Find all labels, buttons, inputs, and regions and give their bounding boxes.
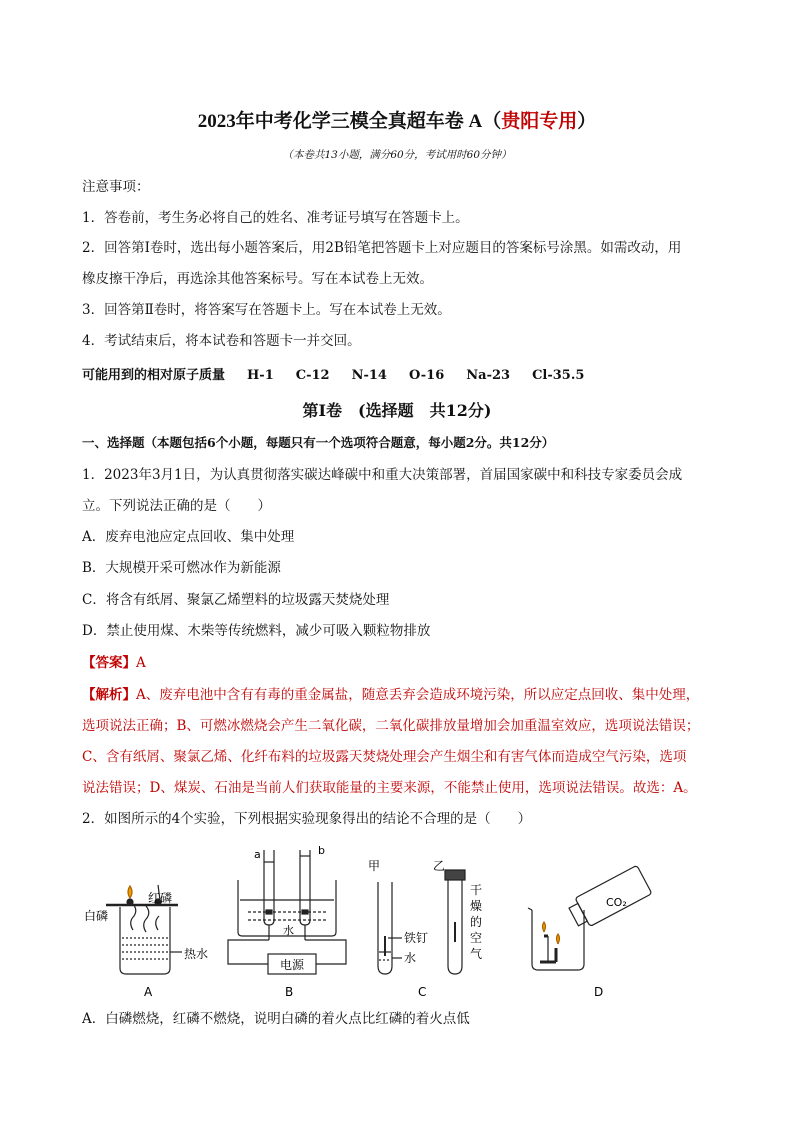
q1-stem: 立。下列说法正确的是（ ） [82,498,271,514]
experiment-c [378,870,465,974]
dry-air-label: 燥 [470,899,483,913]
dry-air-label: 的 [470,915,483,929]
dry-air-label: 空 [470,931,483,945]
water-label: 水 [283,924,294,937]
q1-stem: 1．2023年3月1日，为认真贯彻落实碳达峰碳中和重大决策部署，首届国家碳中和科技专家委员会成 [82,467,683,483]
analysis-line: 说法错误；D、煤炭、石油是当前人们获取能量的主要来源，不能禁止使用，选项说法错误。故选：A。 [82,780,697,796]
q1-option-b: B．大规模开采可燃冰作为新能源 [82,560,281,576]
red-phosphorus-label: 红磷 [148,891,173,905]
analysis-line: 选项说法正确；B、可燃冰燃烧会产生二氧化碳，二氧化碳排放量增加会加重温室效应，选项说法错误； [82,718,700,734]
q1-option-d: D．禁止使用煤、木柴等传统燃料，减少可吸入颗粒物排放 [82,623,431,639]
experiment-d [528,865,652,970]
notice-item: 2．回答第Ⅰ卷时，选出每小题答案后，用2B铅笔把答题卡上对应题目的答案标号涂黑。如需改动，用 [82,240,682,256]
exam-subtitle: （本卷共13小题，满分60分，考试用时60分钟） [282,149,512,161]
answer-value: A [136,655,146,671]
atomic-mass: Na-23 [466,368,511,383]
section-title: 第Ⅰ卷 (选择题 共12分) [302,401,492,420]
q1-option-c: C．将含有纸屑、聚氯乙烯塑料的垃圾露天焚烧处理 [82,592,390,608]
part-heading: 一、选择题（本题包括6个小题，每题只有一个选项符合题意，每小题2分。共12分） [82,435,555,450]
notice-heading: 注意事项： [82,179,150,195]
fig-label-c: C [418,985,427,999]
q1-answer [82,653,146,673]
fig-label-d: D [594,985,604,999]
atomic-mass: N-14 [351,368,387,383]
q2-stem: 2．如图所示的4个实验，下列根据实验现象得出的结论不合理的是（ ） [82,811,532,827]
hot-water-label: 热水 [184,947,209,961]
notice-item: 1．答卷前，考生务必将自己的姓名、准考证号填写在答题卡上。 [82,210,469,226]
iron-nail-label: 铁钉 [404,931,429,945]
tube-yi-label: 乙 [433,859,446,873]
white-phosphorus-label: 白磷 [84,909,109,923]
water-label-c: 水 [404,951,417,965]
analysis-line: A、废弃电池中含有有毒的重金属盐，随意丢弃会造成环境污染，所以应定点回收、集中处理， [136,687,700,703]
atomic-mass: H-1 [247,368,274,383]
experiment-b [228,850,346,974]
fig-label-b: B [285,985,294,999]
notice-item: 橡皮擦干净后，再选涂其他答案标号。写在本试卷上无效。 [82,271,433,287]
experiment-figure [78,840,718,1000]
atomic-masses-label: 可能用到的相对原子质量 [82,368,226,383]
atomic-mass: O-16 [408,368,445,383]
analysis-label: 【解析】 [82,687,136,703]
atomic-mass: Cl-35.5 [532,368,585,383]
power-supply-label: 电源 [280,958,305,972]
notice-item: 4．考试结束后，将本试卷和答题卡一并交回。 [82,333,361,349]
analysis-line: C、含有纸屑、聚氯乙烯、化纤布料的垃圾露天焚烧处理会产生烟尘和有害气体而造成空气污染，选项 [82,749,687,765]
q2-option-a: A．白磷燃烧，红磷不燃烧，说明白磷的着火点比红磷的着火点低 [82,1011,470,1027]
dry-air-label: 干 [470,883,483,897]
notice-item: 3．回答第Ⅱ卷时，将答案写在答题卡上。写在本试卷上无效。 [82,302,451,318]
dry-air-label: 气 [470,947,483,961]
tube-jia-label: 甲 [368,859,381,873]
q1-analysis [82,685,699,705]
title-highlight: 贵阳专用 [501,111,578,132]
title-main: 2023年中考化学三模全真超车卷 A（ [197,111,502,132]
q1-option-a: A．废弃电池应定点回收、集中处理 [82,529,295,545]
tube-b-label: b [318,844,325,857]
page-title [0,106,794,133]
tube-a-label: a [254,848,261,861]
atomic-masses [82,364,606,383]
title-end: ） [577,111,597,132]
co2-label: CO₂ [606,896,627,909]
atomic-mass: C-12 [295,368,330,383]
answer-label: 【答案】 [82,655,136,671]
fig-label-a: A [144,985,153,999]
